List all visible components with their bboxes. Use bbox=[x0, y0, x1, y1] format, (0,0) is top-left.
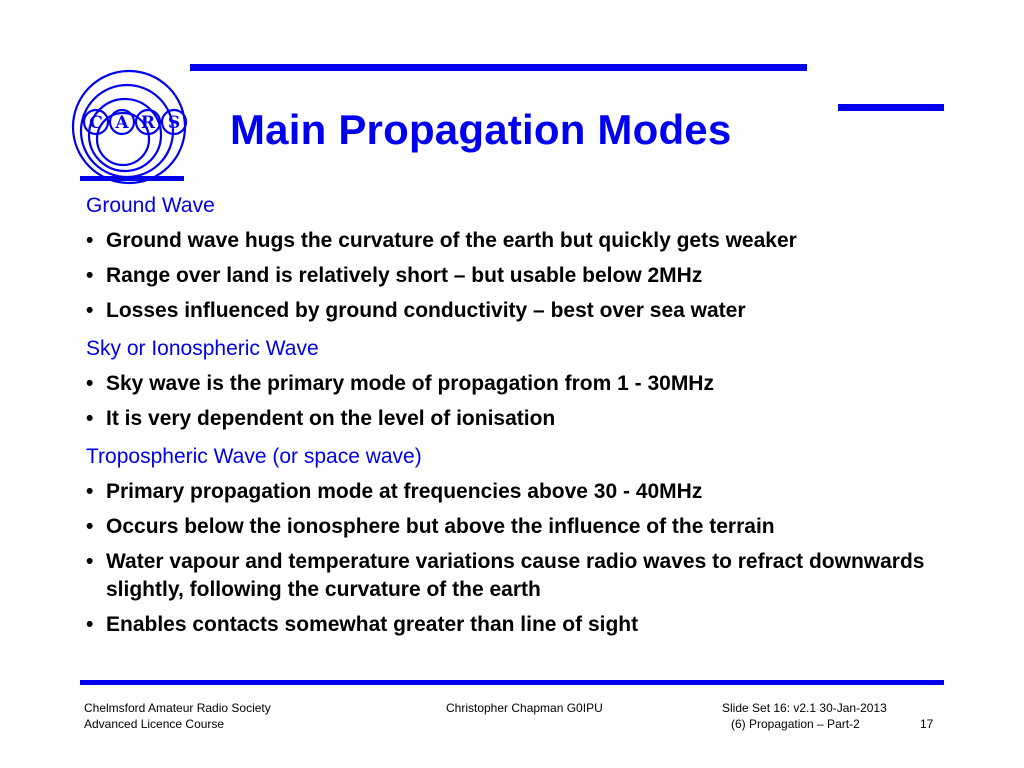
bullet-item: • Ground wave hugs the curvature of the earth but quickly gets weaker bbox=[86, 227, 986, 255]
bullet-item: • Sky wave is the primary mode of propagation from 1 - 30MHz bbox=[86, 370, 986, 398]
bullet-item: • Water vapour and temperature variations cause radio waves to refract downwards slightly, following the curvature of the earth bbox=[86, 548, 986, 604]
logo-letter-a: A bbox=[115, 113, 129, 133]
top-rule bbox=[190, 64, 807, 71]
footer-center bbox=[446, 700, 603, 716]
sky-wave-bullets bbox=[86, 370, 986, 433]
slide-title: Main Propagation Modes bbox=[230, 106, 732, 153]
right-short-rule bbox=[838, 104, 944, 111]
footer-right bbox=[722, 700, 887, 732]
logo-letter-s: S bbox=[167, 113, 181, 133]
slide-content bbox=[86, 192, 986, 639]
footer-rule bbox=[80, 680, 944, 685]
footer-course: Advanced Licence Course bbox=[84, 717, 225, 731]
page-number: 17 bbox=[920, 717, 934, 731]
footer-topic: (6) Propagation – Part-2 bbox=[731, 717, 860, 731]
section-heading-sky-wave: Sky or Ionospheric Wave bbox=[86, 337, 319, 360]
bullet-item: • Occurs below the ionosphere but above the influence of the terrain bbox=[86, 513, 986, 541]
tropospheric-wave-bullets bbox=[86, 478, 986, 639]
footer-author: Christopher Chapman G0IPU bbox=[446, 701, 603, 715]
ground-wave-bullets bbox=[86, 227, 986, 325]
logo-letter-c: C bbox=[89, 113, 103, 133]
cars-logo bbox=[70, 68, 188, 186]
section-heading-ground-wave: Ground Wave bbox=[86, 194, 215, 217]
logo-letter-r: R bbox=[140, 113, 156, 133]
footer-org: Chelmsford Amateur Radio Society bbox=[84, 701, 271, 715]
footer-slide-set: Slide Set 16: v2.1 30-Jan-2013 bbox=[722, 701, 887, 715]
bullet-item: • Primary propagation mode at frequencies above 30 - 40MHz bbox=[86, 478, 986, 506]
section-heading-tropospheric-wave: Tropospheric Wave (or space wave) bbox=[86, 445, 422, 468]
bullet-item: • It is very dependent on the level of ionisation bbox=[86, 405, 986, 433]
bullet-item: • Losses influenced by ground conductivity – best over sea water bbox=[86, 297, 986, 325]
bullet-item: • Enables contacts somewhat greater than line of sight bbox=[86, 611, 986, 639]
bullet-item: • Range over land is relatively short – but usable below 2MHz bbox=[86, 262, 986, 290]
footer-left bbox=[84, 700, 271, 732]
